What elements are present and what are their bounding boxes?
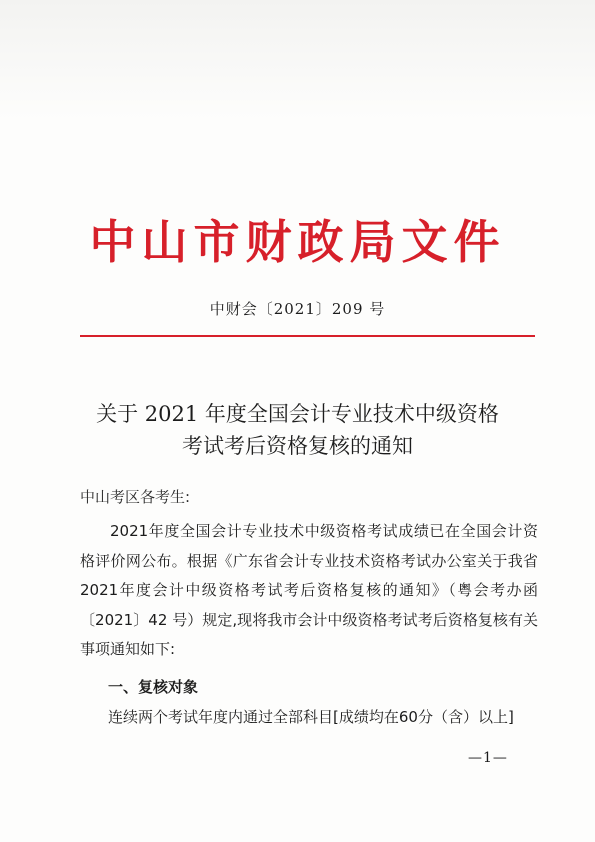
page-number: —1— xyxy=(468,750,508,766)
section-body-1: 连续两个考试年度内通过全部科目[成绩均在60分（含）以上] xyxy=(108,708,514,726)
body-paragraph-1: 2021年度全国会计专业技术中级资格考试成绩已在全国会计资格评价网公布。根据《广东省会计专业技术资格考试办公室关于我省2021年度会计中级资格考试考后资格复核的通知》（粤会考办函〔2021〕42 号）规定,现将我市会计中级资格考试考后资格复核有关事项通知如下: xyxy=(80,522,538,658)
section-heading-1: 一、复核对象 xyxy=(108,678,199,696)
title-line-1: 关于 2021 年度全国会计专业技术中级资格 xyxy=(96,402,499,426)
document-number: 中财会〔2021〕209 号 xyxy=(209,300,386,318)
issuer-header: 中山市财政局文件 xyxy=(89,215,506,269)
scan-shading xyxy=(0,0,595,120)
red-divider-line xyxy=(80,335,535,337)
document-title xyxy=(0,398,595,462)
title-line-2: 考试考后资格复核的通知 xyxy=(182,434,413,458)
salutation: 中山考区各考生: xyxy=(80,488,191,506)
